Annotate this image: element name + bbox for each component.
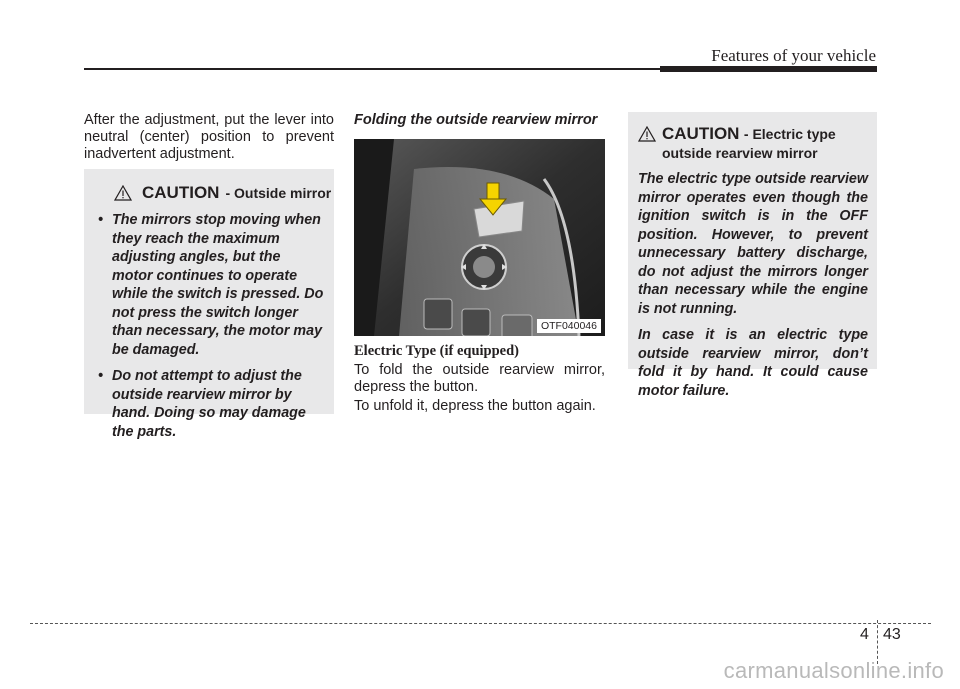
header-rule-accent (660, 66, 877, 72)
section-heading-folding: Folding the outside rearview mirror (354, 112, 598, 128)
caution-box-electric-mirror (628, 112, 877, 399)
caution-subtitle-line2: outside rearview mirror (662, 145, 818, 161)
subheading-electric-type: Electric Type (if equipped) (354, 343, 519, 359)
caution-subtitle: - Outside mirror (225, 185, 332, 201)
caution-item (96, 211, 324, 359)
caution-box-outside-mirror (84, 169, 334, 440)
footer-rule (30, 623, 931, 624)
figure-code: OTF040046 (537, 319, 601, 333)
bullet-icon: • (98, 212, 104, 228)
unfold-instruction: To unfold it, depress the button again. (354, 398, 596, 414)
page-header-title: Features of your vehicle (711, 46, 876, 65)
adjustment-paragraph: After the adjustment, put the lever into neutral (center) position to prevent inadvertent adjustment. (84, 112, 334, 162)
caution-body (638, 170, 868, 408)
chapter-number: 4 (860, 626, 869, 643)
caution-list (96, 211, 324, 449)
door-panel-illustration (354, 139, 605, 336)
caution-subtitle: - Electric type (743, 126, 836, 142)
bullet-icon: • (98, 368, 104, 384)
caution-item (96, 367, 324, 441)
caution-header (638, 124, 868, 161)
caution-item-text: The mirrors stop moving when they reach the maximum adjusting angles, but the motor continues to operate while the switch is pressed. Do not press the switch longer than necessary, the motor may be damaged. (112, 212, 324, 358)
door-switch-photo (354, 139, 605, 336)
caution-paragraph: In case it is an electric type outside rearview mirror, don’t fold it by hand. It could cause motor failure. (638, 327, 868, 399)
caution-title: CAUTION (142, 183, 220, 202)
page-number: 43 (883, 626, 901, 643)
caution-item-text: Do not attempt to adjust the outside rearview mirror by hand. Doing so may damage the parts. (112, 368, 306, 440)
caution-paragraph: The electric type outside rearview mirror operates even though the ignition switch is in the OFF position. However, to prevent unnecessary battery discharge, do not adjust the mirrors longer than necessary while the engine is not running. (638, 171, 868, 317)
watermark: carmanualsonline.info (723, 658, 944, 683)
warning-triangle-icon (114, 185, 132, 201)
header-rule (84, 68, 660, 70)
caution-title: CAUTION (662, 124, 740, 143)
caution-header (114, 183, 331, 203)
warning-triangle-icon (638, 126, 656, 142)
fold-instruction: To fold the outside rearview mirror, depress the button. (354, 362, 605, 395)
